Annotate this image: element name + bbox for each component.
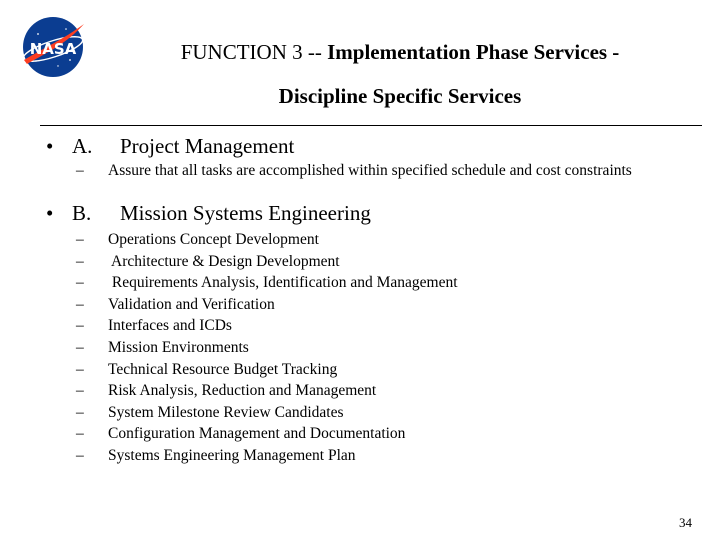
dash-marker: – — [76, 274, 84, 292]
title-bold: Implementation Phase Services - — [327, 40, 620, 64]
dash-marker: – — [76, 162, 84, 179]
title-divider — [40, 125, 702, 126]
title-line2: Discipline Specific Services — [278, 84, 522, 108]
section-title: Project Management — [120, 134, 295, 158]
dash-marker: – — [76, 252, 84, 270]
dash-marker: – — [76, 231, 84, 248]
list-item: – Assure that all tasks are accomplished within specified schedule and cost constraints — [76, 162, 632, 179]
section-b-items — [76, 229, 676, 467]
list-item: – Configuration Management and Documentation — [76, 423, 676, 445]
dash-marker: – — [76, 360, 84, 378]
slide-title — [100, 30, 700, 118]
dash-marker: – — [76, 382, 84, 400]
section-title: Mission Systems Engineering — [120, 201, 371, 225]
section-a-heading — [46, 134, 294, 159]
list-item: – Systems Engineering Management Plan — [76, 445, 676, 467]
list-item: – Interfaces and ICDs — [76, 315, 676, 337]
dash-marker: – — [76, 338, 84, 356]
page-number: 34 — [679, 515, 692, 530]
nasa-logo — [18, 14, 88, 80]
title-prefix: FUNCTION 3 -- — [180, 40, 328, 64]
bullet-dot: • — [46, 201, 54, 225]
dash-marker: – — [76, 446, 84, 464]
bullet-dot: • — [46, 134, 54, 158]
dash-marker: – — [76, 317, 84, 335]
list-item: – Mission Environments — [76, 337, 676, 359]
dash-marker: – — [76, 403, 84, 421]
section-a-items — [76, 163, 646, 179]
list-item: – Risk Analysis, Reduction and Management — [76, 380, 676, 402]
section-b-heading — [46, 201, 371, 226]
list-item: – Validation and Verification — [76, 294, 676, 316]
list-item: – System Milestone Review Candidates — [76, 402, 676, 424]
list-item: – Requirements Analysis, Identification and Management — [76, 272, 676, 294]
list-item: – Operations Concept Development — [76, 229, 676, 251]
section-letter: B. — [72, 201, 92, 225]
dash-marker: – — [76, 295, 84, 313]
dash-marker: – — [76, 425, 84, 443]
svg-text:NASA: NASA — [29, 40, 77, 58]
list-item: – Technical Resource Budget Tracking — [76, 359, 676, 381]
section-letter: A. — [72, 134, 93, 158]
list-item: – Architecture & Design Development — [76, 251, 676, 273]
